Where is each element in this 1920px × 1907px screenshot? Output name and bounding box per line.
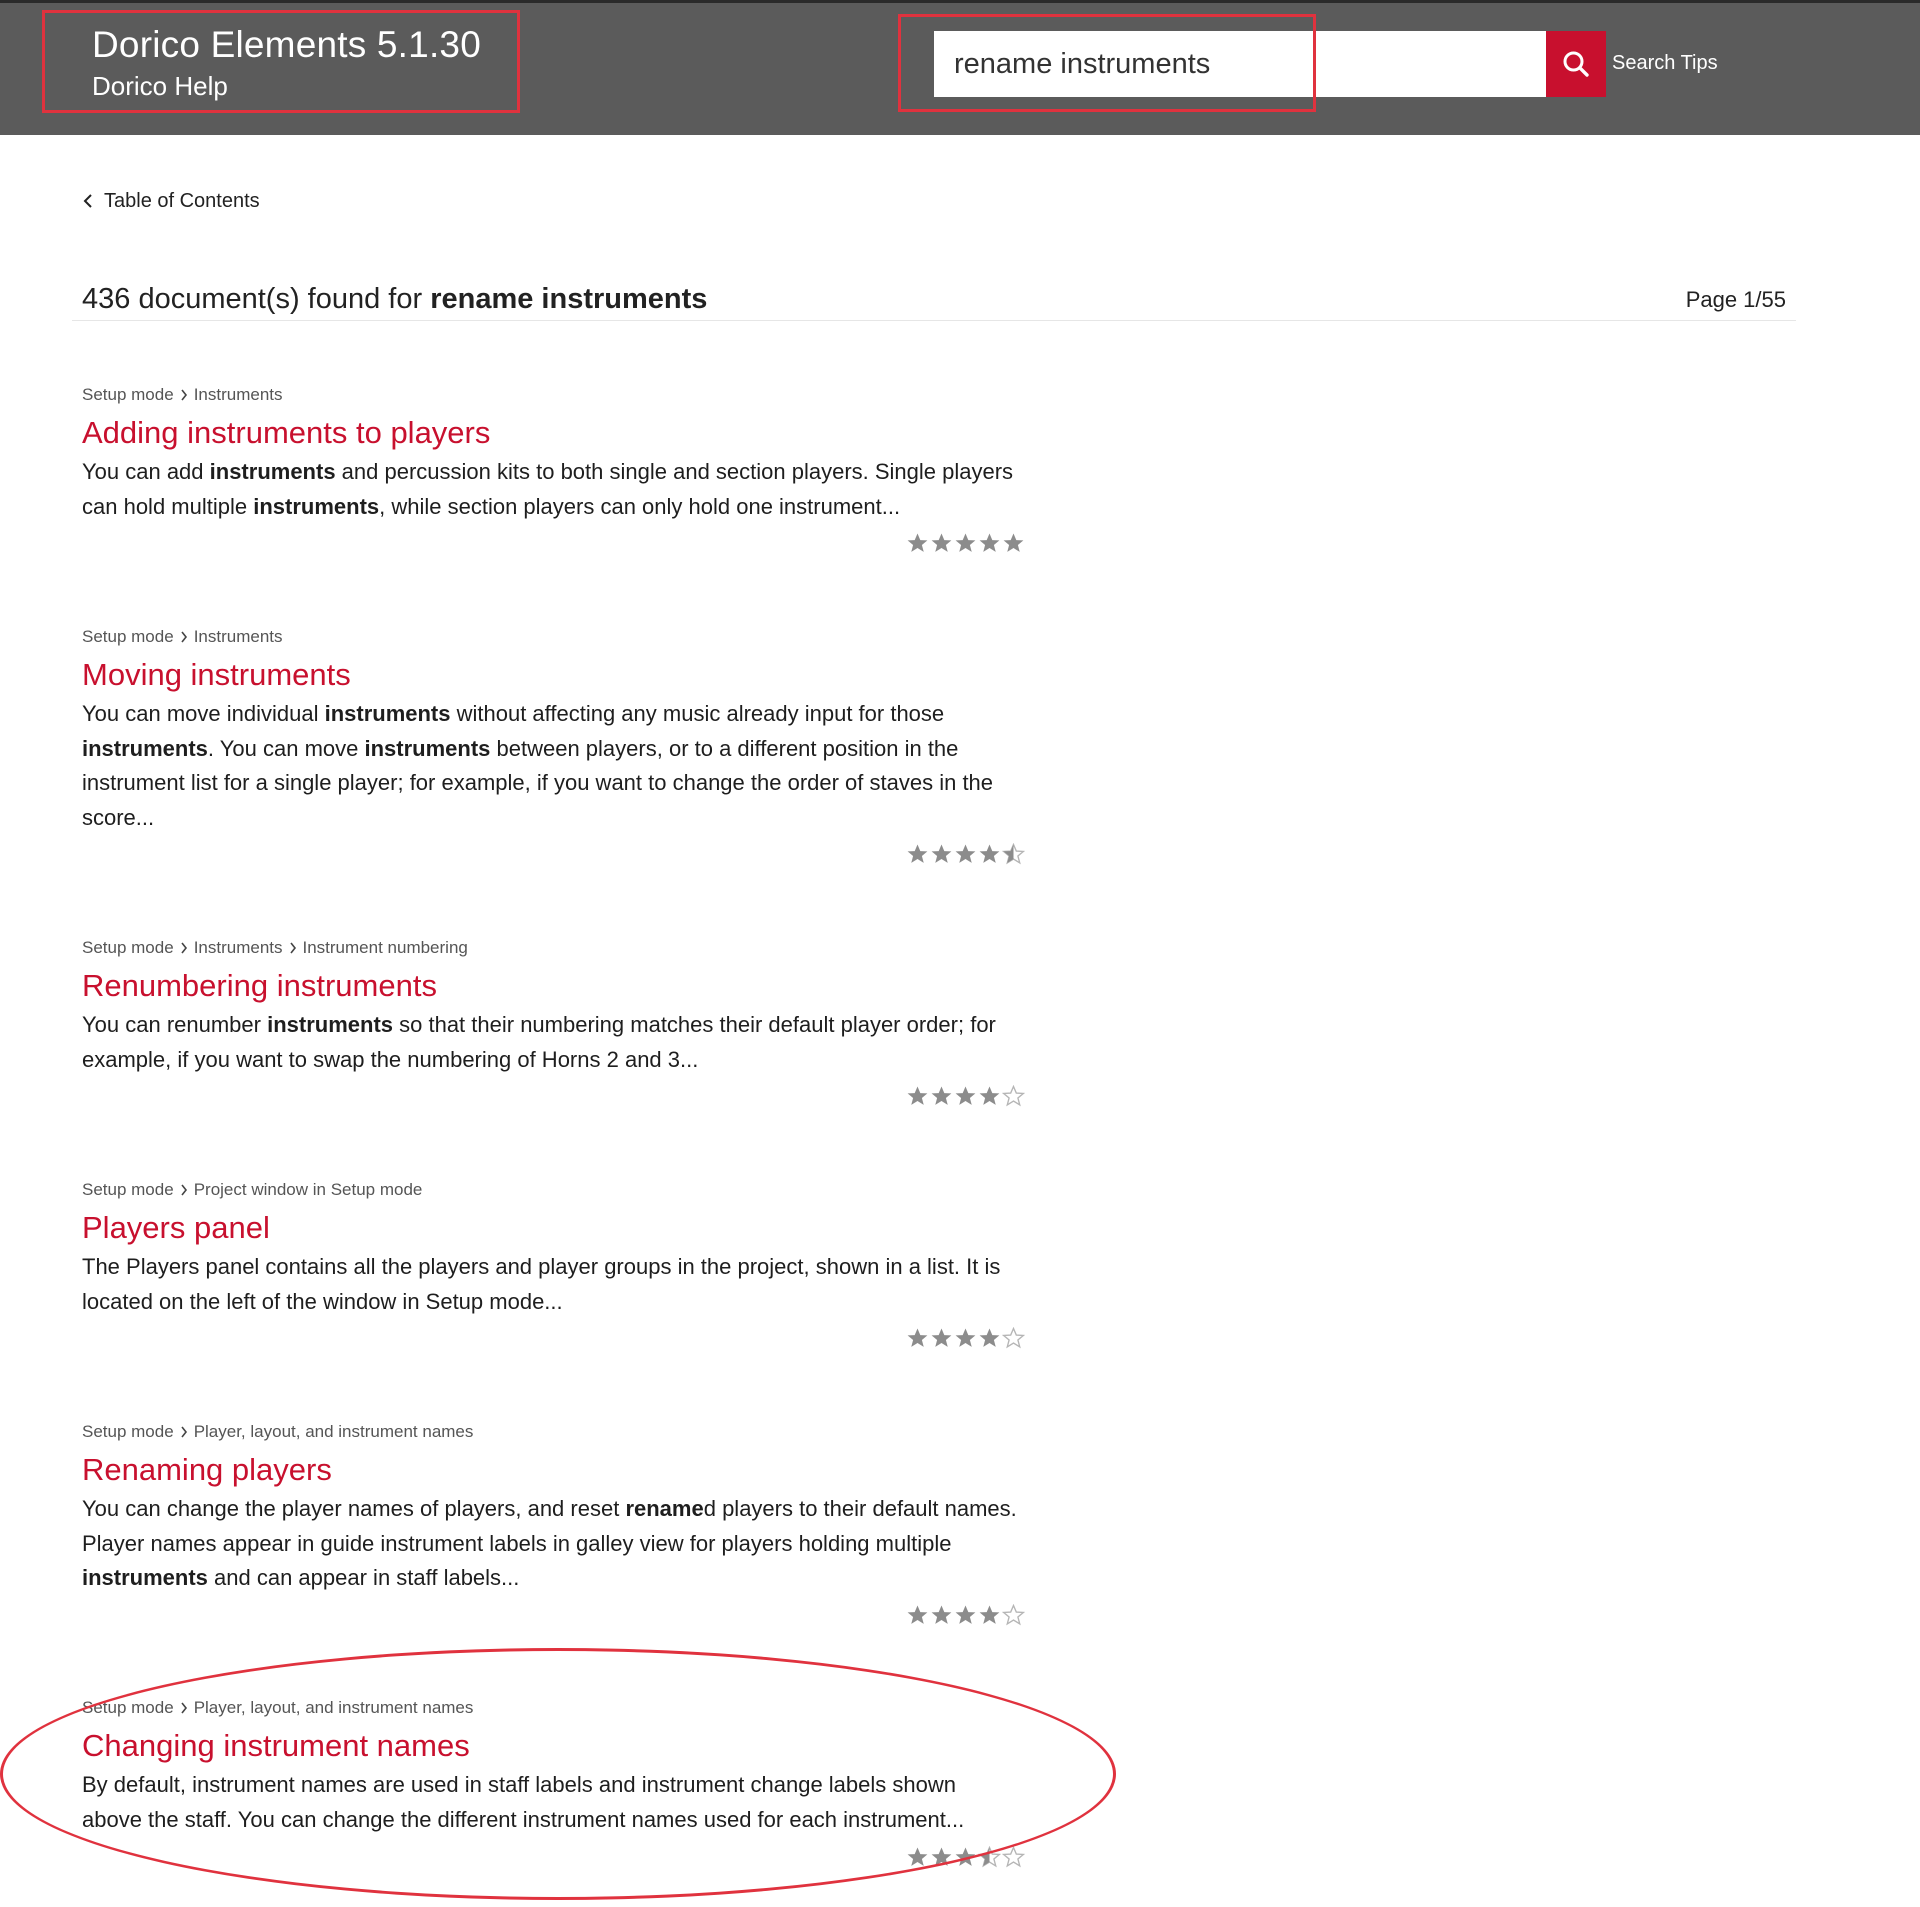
star-icon[interactable] [1002,843,1025,865]
table-of-contents-link[interactable] [82,188,260,214]
star-rating[interactable] [825,1085,1025,1107]
star-icon[interactable] [978,1327,1001,1349]
star-icon[interactable] [930,843,953,865]
star-icon[interactable] [1002,1327,1025,1349]
star-rating[interactable] [825,1604,1025,1626]
star-icon[interactable] [930,1846,953,1868]
star-rating[interactable] [825,1327,1025,1349]
chevron-right-icon [180,389,188,401]
star-icon[interactable] [954,1085,977,1107]
star-icon[interactable] [978,843,1001,865]
star-icon[interactable] [906,843,929,865]
header-bar [0,0,1920,135]
star-icon[interactable] [954,532,977,554]
breadcrumb-item[interactable]: Setup mode [82,1180,174,1199]
chevron-right-icon [180,1426,188,1438]
breadcrumb-item[interactable]: Instruments [193,385,283,404]
chevron-right-icon [289,942,297,954]
star-icon[interactable] [930,1085,953,1107]
result-breadcrumb [82,1697,1032,1719]
chevron-right-icon [180,1702,188,1714]
search-result [82,1179,1032,1319]
star-icon[interactable] [978,1846,1001,1868]
star-icon[interactable] [954,843,977,865]
search-tips-link[interactable]: Search Tips [1612,52,1718,74]
search-button[interactable] [1546,31,1606,97]
star-icon[interactable] [930,1327,953,1349]
result-snippet: The Players panel contains all the players and player groups in the project, shown in a list. It is located on the left of the window in Setup mode... [82,1254,1001,1314]
star-icon[interactable] [930,1604,953,1626]
product-title[interactable]: Dorico Elements 5.1.30 [92,24,481,65]
star-icon[interactable] [906,1085,929,1107]
breadcrumb-item[interactable]: Setup mode [82,1422,174,1441]
search-input[interactable] [934,31,1546,97]
results-count [82,282,707,316]
result-breadcrumb [82,626,1032,648]
result-title-link[interactable]: Moving instruments [82,657,351,692]
star-icon[interactable] [906,1604,929,1626]
star-rating[interactable] [825,1846,1025,1868]
product-block[interactable] [92,23,481,103]
page-indicator: Page 1/55 [1685,287,1786,312]
search-result [82,1421,1032,1596]
product-subtitle[interactable]: Dorico Help [92,71,228,101]
result-breadcrumb [82,384,1032,406]
result-title-link[interactable]: Players panel [82,1210,270,1245]
breadcrumb-item[interactable]: Instruments [193,627,283,646]
result-breadcrumb [82,937,1032,959]
result-snippet: You can add instruments and percussion kits to both single and section players. Single players can hold multiple instruments, while section players can only hold one instrument... [82,459,1014,519]
breadcrumb-item[interactable]: Instrument numbering [302,938,468,957]
star-rating[interactable] [825,532,1025,554]
search-result [82,937,1032,1077]
results-header [72,278,1796,321]
results-count-text: 436 document(s) found for [82,283,431,315]
star-rating[interactable] [825,843,1025,865]
breadcrumb-item[interactable]: Player, layout, and instrument names [193,1422,474,1441]
star-icon[interactable] [978,1604,1001,1626]
search-result [82,626,1032,835]
star-icon[interactable] [1002,1846,1025,1868]
result-snippet: You can change the player names of players, and reset renamed players to their default names. Player names appear in guide instrument labels in galley view for players holding multiple instruments and can appear in staff labels... [82,1496,1017,1590]
result-title-link[interactable]: Adding instruments to players [82,415,491,450]
breadcrumb-item[interactable]: Setup mode [82,627,174,646]
result-snippet: You can move individual instruments without affecting any music already input for those instruments. You can move instruments between players, or to a different position in the instrument list for a single player; for example, if you want to change the order of staves in the score... [82,701,994,830]
breadcrumb-item[interactable]: Project window in Setup mode [193,1180,423,1199]
result-title-link[interactable]: Changing instrument names [82,1728,470,1763]
star-icon[interactable] [906,1846,929,1868]
breadcrumb-item[interactable]: Player, layout, and instrument names [193,1698,474,1717]
star-icon[interactable] [954,1604,977,1626]
result-breadcrumb [82,1421,1032,1443]
chevron-right-icon [180,631,188,643]
star-icon[interactable] [954,1327,977,1349]
breadcrumb-item[interactable]: Instruments [193,938,283,957]
search-result [82,1697,1032,1837]
result-title-link[interactable]: Renaming players [82,1452,332,1487]
table-of-contents-label: Table of Contents [104,190,260,212]
star-icon[interactable] [954,1846,977,1868]
star-icon[interactable] [906,532,929,554]
chevron-right-icon [180,942,188,954]
star-icon[interactable] [930,532,953,554]
chevron-right-icon [180,1184,188,1196]
results-query: rename instruments [430,283,708,315]
star-icon[interactable] [1002,1604,1025,1626]
result-breadcrumb [82,1179,1032,1201]
star-icon[interactable] [1002,1085,1025,1107]
star-icon[interactable] [978,1085,1001,1107]
result-snippet: You can renumber instruments so that their numbering matches their default player order; for example, if you want to swap the numbering of Horns 2 and 3... [82,1012,996,1072]
star-icon[interactable] [978,532,1001,554]
search-icon [1561,49,1591,79]
star-icon[interactable] [906,1327,929,1349]
breadcrumb-item[interactable]: Setup mode [82,1698,174,1717]
search-result [82,384,1032,524]
breadcrumb-item[interactable]: Setup mode [82,385,174,404]
breadcrumb-item[interactable]: Setup mode [82,938,174,957]
chevron-left-icon [82,193,94,209]
result-snippet: By default, instrument names are used in staff labels and instrument change labels shown above the staff. You can change the different instrument names used for each instrument... [82,1772,965,1832]
star-icon[interactable] [1002,532,1025,554]
result-title-link[interactable]: Renumbering instruments [82,968,437,1003]
